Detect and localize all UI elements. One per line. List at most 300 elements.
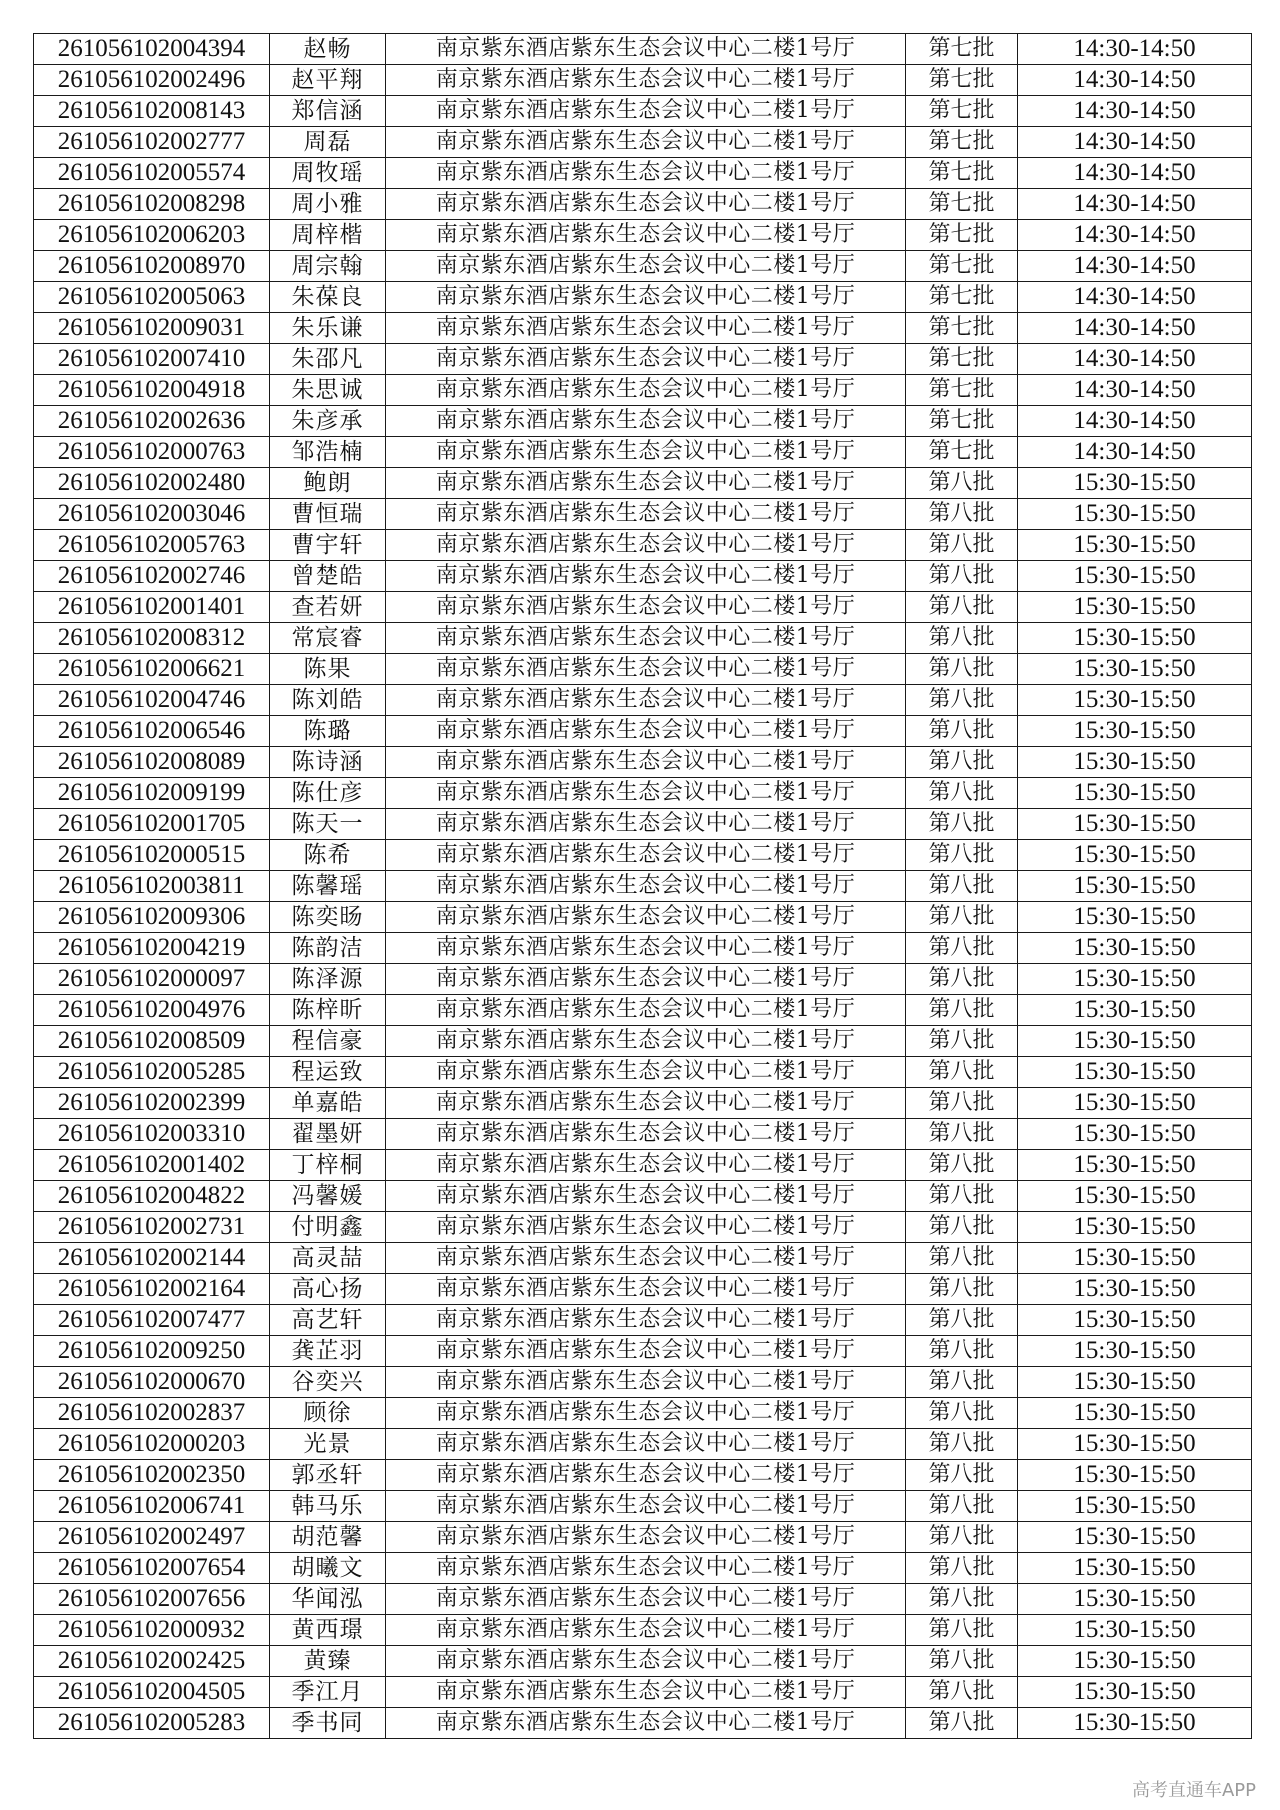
candidate-id-cell: 261056102008312 bbox=[34, 623, 270, 654]
candidate-id-cell: 261056102001401 bbox=[34, 592, 270, 623]
candidate-name-cell: 付明鑫 bbox=[270, 1212, 386, 1243]
candidate-name-cell: 鲍朗 bbox=[270, 468, 386, 499]
candidate-name-cell: 朱彦承 bbox=[270, 406, 386, 437]
table-row bbox=[34, 840, 1252, 871]
time-slot-cell: 15:30-15:50 bbox=[1018, 1398, 1252, 1429]
venue-cell: 南京紫东酒店紫东生态会议中心二楼1号厅 bbox=[386, 158, 906, 189]
time-slot-cell: 14:30-14:50 bbox=[1018, 189, 1252, 220]
batch-cell: 第七批 bbox=[906, 189, 1018, 220]
table-row bbox=[34, 34, 1252, 65]
candidate-id-cell: 261056102008089 bbox=[34, 747, 270, 778]
candidate-name-cell: 冯馨媛 bbox=[270, 1181, 386, 1212]
candidate-name-cell: 陈泽源 bbox=[270, 964, 386, 995]
candidate-id-cell: 261056102009306 bbox=[34, 902, 270, 933]
candidate-id-cell: 261056102003046 bbox=[34, 499, 270, 530]
table-row bbox=[34, 1491, 1252, 1522]
batch-cell: 第七批 bbox=[906, 282, 1018, 313]
venue-cell: 南京紫东酒店紫东生态会议中心二楼1号厅 bbox=[386, 623, 906, 654]
candidate-id-cell: 261056102005283 bbox=[34, 1708, 270, 1739]
time-slot-cell: 15:30-15:50 bbox=[1018, 1150, 1252, 1181]
time-slot-cell: 15:30-15:50 bbox=[1018, 871, 1252, 902]
candidate-name-cell: 陈奕旸 bbox=[270, 902, 386, 933]
venue-cell: 南京紫东酒店紫东生态会议中心二楼1号厅 bbox=[386, 902, 906, 933]
venue-cell: 南京紫东酒店紫东生态会议中心二楼1号厅 bbox=[386, 747, 906, 778]
candidate-name-cell: 曹恒瑞 bbox=[270, 499, 386, 530]
batch-cell: 第八批 bbox=[906, 530, 1018, 561]
time-slot-cell: 15:30-15:50 bbox=[1018, 1212, 1252, 1243]
table-row bbox=[34, 1181, 1252, 1212]
batch-cell: 第八批 bbox=[906, 1522, 1018, 1553]
batch-cell: 第八批 bbox=[906, 933, 1018, 964]
candidate-name-cell: 郭丞轩 bbox=[270, 1460, 386, 1491]
candidate-id-cell: 261056102003310 bbox=[34, 1119, 270, 1150]
table-row bbox=[34, 1274, 1252, 1305]
table-row bbox=[34, 716, 1252, 747]
candidate-id-cell: 261056102000670 bbox=[34, 1367, 270, 1398]
batch-cell: 第七批 bbox=[906, 251, 1018, 282]
candidate-name-cell: 陈天一 bbox=[270, 809, 386, 840]
batch-cell: 第八批 bbox=[906, 871, 1018, 902]
time-slot-cell: 15:30-15:50 bbox=[1018, 592, 1252, 623]
batch-cell: 第八批 bbox=[906, 1677, 1018, 1708]
candidate-name-cell: 黄西璟 bbox=[270, 1615, 386, 1646]
time-slot-cell: 15:30-15:50 bbox=[1018, 654, 1252, 685]
venue-cell: 南京紫东酒店紫东生态会议中心二楼1号厅 bbox=[386, 840, 906, 871]
candidate-id-cell: 261056102007477 bbox=[34, 1305, 270, 1336]
batch-cell: 第八批 bbox=[906, 1553, 1018, 1584]
time-slot-cell: 14:30-14:50 bbox=[1018, 406, 1252, 437]
table-row bbox=[34, 933, 1252, 964]
time-slot-cell: 15:30-15:50 bbox=[1018, 840, 1252, 871]
candidate-id-cell: 261056102004505 bbox=[34, 1677, 270, 1708]
table-row bbox=[34, 1336, 1252, 1367]
candidate-id-cell: 261056102002837 bbox=[34, 1398, 270, 1429]
table-row bbox=[34, 251, 1252, 282]
time-slot-cell: 15:30-15:50 bbox=[1018, 499, 1252, 530]
batch-cell: 第七批 bbox=[906, 127, 1018, 158]
time-slot-cell: 15:30-15:50 bbox=[1018, 1119, 1252, 1150]
candidate-name-cell: 常宸睿 bbox=[270, 623, 386, 654]
table-row bbox=[34, 871, 1252, 902]
batch-cell: 第八批 bbox=[906, 1057, 1018, 1088]
batch-cell: 第八批 bbox=[906, 1398, 1018, 1429]
time-slot-cell: 14:30-14:50 bbox=[1018, 282, 1252, 313]
venue-cell: 南京紫东酒店紫东生态会议中心二楼1号厅 bbox=[386, 127, 906, 158]
venue-cell: 南京紫东酒店紫东生态会议中心二楼1号厅 bbox=[386, 1305, 906, 1336]
venue-cell: 南京紫东酒店紫东生态会议中心二楼1号厅 bbox=[386, 871, 906, 902]
table-row bbox=[34, 220, 1252, 251]
candidate-name-cell: 陈果 bbox=[270, 654, 386, 685]
time-slot-cell: 15:30-15:50 bbox=[1018, 902, 1252, 933]
batch-cell: 第八批 bbox=[906, 1615, 1018, 1646]
candidate-name-cell: 季江月 bbox=[270, 1677, 386, 1708]
batch-cell: 第八批 bbox=[906, 1429, 1018, 1460]
candidate-name-cell: 周梓楷 bbox=[270, 220, 386, 251]
venue-cell: 南京紫东酒店紫东生态会议中心二楼1号厅 bbox=[386, 1181, 906, 1212]
venue-cell: 南京紫东酒店紫东生态会议中心二楼1号厅 bbox=[386, 561, 906, 592]
candidate-id-cell: 261056102002746 bbox=[34, 561, 270, 592]
candidate-id-cell: 261056102001705 bbox=[34, 809, 270, 840]
venue-cell: 南京紫东酒店紫东生态会议中心二楼1号厅 bbox=[386, 406, 906, 437]
batch-cell: 第八批 bbox=[906, 778, 1018, 809]
candidate-id-cell: 261056102006203 bbox=[34, 220, 270, 251]
venue-cell: 南京紫东酒店紫东生态会议中心二楼1号厅 bbox=[386, 251, 906, 282]
table-row bbox=[34, 1460, 1252, 1491]
batch-cell: 第七批 bbox=[906, 313, 1018, 344]
time-slot-cell: 15:30-15:50 bbox=[1018, 1491, 1252, 1522]
time-slot-cell: 14:30-14:50 bbox=[1018, 34, 1252, 65]
time-slot-cell: 15:30-15:50 bbox=[1018, 1367, 1252, 1398]
batch-cell: 第八批 bbox=[906, 809, 1018, 840]
table-row bbox=[34, 964, 1252, 995]
batch-cell: 第八批 bbox=[906, 1460, 1018, 1491]
venue-cell: 南京紫东酒店紫东生态会议中心二楼1号厅 bbox=[386, 1460, 906, 1491]
venue-cell: 南京紫东酒店紫东生态会议中心二楼1号厅 bbox=[386, 1429, 906, 1460]
table-row bbox=[34, 406, 1252, 437]
venue-cell: 南京紫东酒店紫东生态会议中心二楼1号厅 bbox=[386, 65, 906, 96]
table-row bbox=[34, 127, 1252, 158]
table-row bbox=[34, 561, 1252, 592]
batch-cell: 第八批 bbox=[906, 1367, 1018, 1398]
table-row bbox=[34, 344, 1252, 375]
candidate-id-cell: 261056102005063 bbox=[34, 282, 270, 313]
batch-cell: 第八批 bbox=[906, 499, 1018, 530]
batch-cell: 第八批 bbox=[906, 1646, 1018, 1677]
table-row bbox=[34, 530, 1252, 561]
time-slot-cell: 15:30-15:50 bbox=[1018, 1460, 1252, 1491]
venue-cell: 南京紫东酒店紫东生态会议中心二楼1号厅 bbox=[386, 1522, 906, 1553]
candidate-name-cell: 胡范馨 bbox=[270, 1522, 386, 1553]
venue-cell: 南京紫东酒店紫东生态会议中心二楼1号厅 bbox=[386, 685, 906, 716]
schedule-table bbox=[33, 33, 1252, 1739]
batch-cell: 第七批 bbox=[906, 34, 1018, 65]
venue-cell: 南京紫东酒店紫东生态会议中心二楼1号厅 bbox=[386, 933, 906, 964]
candidate-name-cell: 谷奕兴 bbox=[270, 1367, 386, 1398]
venue-cell: 南京紫东酒店紫东生态会议中心二楼1号厅 bbox=[386, 1708, 906, 1739]
table-row bbox=[34, 809, 1252, 840]
candidate-id-cell: 261056102005285 bbox=[34, 1057, 270, 1088]
time-slot-cell: 15:30-15:50 bbox=[1018, 1522, 1252, 1553]
candidate-name-cell: 赵平翔 bbox=[270, 65, 386, 96]
time-slot-cell: 15:30-15:50 bbox=[1018, 1615, 1252, 1646]
candidate-id-cell: 261056102008143 bbox=[34, 96, 270, 127]
table-row bbox=[34, 1367, 1252, 1398]
candidate-id-cell: 261056102009031 bbox=[34, 313, 270, 344]
candidate-name-cell: 程运致 bbox=[270, 1057, 386, 1088]
candidate-id-cell: 261056102004394 bbox=[34, 34, 270, 65]
candidate-id-cell: 261056102001402 bbox=[34, 1150, 270, 1181]
table-row bbox=[34, 313, 1252, 344]
candidate-name-cell: 周宗翰 bbox=[270, 251, 386, 282]
table-row bbox=[34, 1646, 1252, 1677]
venue-cell: 南京紫东酒店紫东生态会议中心二楼1号厅 bbox=[386, 282, 906, 313]
batch-cell: 第七批 bbox=[906, 406, 1018, 437]
time-slot-cell: 15:30-15:50 bbox=[1018, 1677, 1252, 1708]
batch-cell: 第八批 bbox=[906, 468, 1018, 499]
table-row bbox=[34, 96, 1252, 127]
time-slot-cell: 14:30-14:50 bbox=[1018, 220, 1252, 251]
batch-cell: 第八批 bbox=[906, 654, 1018, 685]
candidate-id-cell: 261056102007656 bbox=[34, 1584, 270, 1615]
venue-cell: 南京紫东酒店紫东生态会议中心二楼1号厅 bbox=[386, 1150, 906, 1181]
table-row bbox=[34, 375, 1252, 406]
venue-cell: 南京紫东酒店紫东生态会议中心二楼1号厅 bbox=[386, 1119, 906, 1150]
candidate-id-cell: 261056102002350 bbox=[34, 1460, 270, 1491]
time-slot-cell: 14:30-14:50 bbox=[1018, 437, 1252, 468]
time-slot-cell: 14:30-14:50 bbox=[1018, 375, 1252, 406]
time-slot-cell: 15:30-15:50 bbox=[1018, 1181, 1252, 1212]
batch-cell: 第七批 bbox=[906, 344, 1018, 375]
time-slot-cell: 15:30-15:50 bbox=[1018, 1708, 1252, 1739]
table-row bbox=[34, 65, 1252, 96]
candidate-id-cell: 261056102004822 bbox=[34, 1181, 270, 1212]
batch-cell: 第八批 bbox=[906, 1243, 1018, 1274]
batch-cell: 第八批 bbox=[906, 1150, 1018, 1181]
batch-cell: 第八批 bbox=[906, 964, 1018, 995]
candidate-name-cell: 陈韵洁 bbox=[270, 933, 386, 964]
venue-cell: 南京紫东酒店紫东生态会议中心二楼1号厅 bbox=[386, 1057, 906, 1088]
table-row bbox=[34, 1429, 1252, 1460]
candidate-name-cell: 陈馨瑶 bbox=[270, 871, 386, 902]
candidate-name-cell: 曾楚皓 bbox=[270, 561, 386, 592]
batch-cell: 第八批 bbox=[906, 1181, 1018, 1212]
candidate-name-cell: 朱思诚 bbox=[270, 375, 386, 406]
candidate-id-cell: 261056102006741 bbox=[34, 1491, 270, 1522]
venue-cell: 南京紫东酒店紫东生态会议中心二楼1号厅 bbox=[386, 809, 906, 840]
candidate-name-cell: 陈刘皓 bbox=[270, 685, 386, 716]
candidate-name-cell: 陈诗涵 bbox=[270, 747, 386, 778]
candidate-id-cell: 261056102002496 bbox=[34, 65, 270, 96]
batch-cell: 第八批 bbox=[906, 1026, 1018, 1057]
time-slot-cell: 15:30-15:50 bbox=[1018, 685, 1252, 716]
candidate-id-cell: 261056102002144 bbox=[34, 1243, 270, 1274]
batch-cell: 第八批 bbox=[906, 561, 1018, 592]
candidate-id-cell: 261056102000515 bbox=[34, 840, 270, 871]
candidate-name-cell: 邹浩楠 bbox=[270, 437, 386, 468]
candidate-name-cell: 韩马乐 bbox=[270, 1491, 386, 1522]
table-row bbox=[34, 747, 1252, 778]
candidate-name-cell: 华闻泓 bbox=[270, 1584, 386, 1615]
batch-cell: 第八批 bbox=[906, 902, 1018, 933]
batch-cell: 第七批 bbox=[906, 220, 1018, 251]
table-row bbox=[34, 1584, 1252, 1615]
table-row bbox=[34, 468, 1252, 499]
time-slot-cell: 15:30-15:50 bbox=[1018, 530, 1252, 561]
candidate-id-cell: 261056102008298 bbox=[34, 189, 270, 220]
candidate-id-cell: 261056102009250 bbox=[34, 1336, 270, 1367]
venue-cell: 南京紫东酒店紫东生态会议中心二楼1号厅 bbox=[386, 1336, 906, 1367]
venue-cell: 南京紫东酒店紫东生态会议中心二楼1号厅 bbox=[386, 1646, 906, 1677]
time-slot-cell: 15:30-15:50 bbox=[1018, 1243, 1252, 1274]
candidate-name-cell: 光景 bbox=[270, 1429, 386, 1460]
candidate-id-cell: 261056102002731 bbox=[34, 1212, 270, 1243]
candidate-name-cell: 季书同 bbox=[270, 1708, 386, 1739]
time-slot-cell: 14:30-14:50 bbox=[1018, 65, 1252, 96]
candidate-name-cell: 查若妍 bbox=[270, 592, 386, 623]
venue-cell: 南京紫东酒店紫东生态会议中心二楼1号厅 bbox=[386, 1026, 906, 1057]
candidate-name-cell: 赵畅 bbox=[270, 34, 386, 65]
table-row bbox=[34, 1398, 1252, 1429]
batch-cell: 第八批 bbox=[906, 716, 1018, 747]
candidate-name-cell: 高灵喆 bbox=[270, 1243, 386, 1274]
table-row bbox=[34, 1522, 1252, 1553]
candidate-id-cell: 261056102005574 bbox=[34, 158, 270, 189]
batch-cell: 第八批 bbox=[906, 1305, 1018, 1336]
venue-cell: 南京紫东酒店紫东生态会议中心二楼1号厅 bbox=[386, 995, 906, 1026]
candidate-name-cell: 周磊 bbox=[270, 127, 386, 158]
candidate-id-cell: 261056102002497 bbox=[34, 1522, 270, 1553]
candidate-name-cell: 翟墨妍 bbox=[270, 1119, 386, 1150]
time-slot-cell: 14:30-14:50 bbox=[1018, 158, 1252, 189]
batch-cell: 第七批 bbox=[906, 158, 1018, 189]
table-row bbox=[34, 592, 1252, 623]
venue-cell: 南京紫东酒店紫东生态会议中心二楼1号厅 bbox=[386, 1243, 906, 1274]
candidate-id-cell: 261056102006621 bbox=[34, 654, 270, 685]
venue-cell: 南京紫东酒店紫东生态会议中心二楼1号厅 bbox=[386, 530, 906, 561]
candidate-id-cell: 261056102000932 bbox=[34, 1615, 270, 1646]
table-row bbox=[34, 158, 1252, 189]
candidate-id-cell: 261056102008509 bbox=[34, 1026, 270, 1057]
batch-cell: 第八批 bbox=[906, 685, 1018, 716]
venue-cell: 南京紫东酒店紫东生态会议中心二楼1号厅 bbox=[386, 96, 906, 127]
candidate-id-cell: 261056102002636 bbox=[34, 406, 270, 437]
time-slot-cell: 15:30-15:50 bbox=[1018, 809, 1252, 840]
venue-cell: 南京紫东酒店紫东生态会议中心二楼1号厅 bbox=[386, 313, 906, 344]
time-slot-cell: 15:30-15:50 bbox=[1018, 1553, 1252, 1584]
time-slot-cell: 15:30-15:50 bbox=[1018, 1026, 1252, 1057]
venue-cell: 南京紫东酒店紫东生态会议中心二楼1号厅 bbox=[386, 220, 906, 251]
candidate-name-cell: 高艺轩 bbox=[270, 1305, 386, 1336]
batch-cell: 第八批 bbox=[906, 1708, 1018, 1739]
candidate-id-cell: 261056102007654 bbox=[34, 1553, 270, 1584]
candidate-name-cell: 龚芷羽 bbox=[270, 1336, 386, 1367]
candidate-name-cell: 黄臻 bbox=[270, 1646, 386, 1677]
time-slot-cell: 15:30-15:50 bbox=[1018, 778, 1252, 809]
candidate-id-cell: 261056102002399 bbox=[34, 1088, 270, 1119]
watermark-text: 高考直通车APP bbox=[1131, 1780, 1256, 1801]
venue-cell: 南京紫东酒店紫东生态会议中心二楼1号厅 bbox=[386, 344, 906, 375]
candidate-name-cell: 周小雅 bbox=[270, 189, 386, 220]
venue-cell: 南京紫东酒店紫东生态会议中心二楼1号厅 bbox=[386, 1088, 906, 1119]
candidate-id-cell: 261056102004746 bbox=[34, 685, 270, 716]
candidate-name-cell: 高心扬 bbox=[270, 1274, 386, 1305]
time-slot-cell: 15:30-15:50 bbox=[1018, 1305, 1252, 1336]
batch-cell: 第七批 bbox=[906, 65, 1018, 96]
table-row bbox=[34, 1615, 1252, 1646]
time-slot-cell: 15:30-15:50 bbox=[1018, 1274, 1252, 1305]
time-slot-cell: 15:30-15:50 bbox=[1018, 995, 1252, 1026]
candidate-name-cell: 郑信涵 bbox=[270, 96, 386, 127]
candidate-name-cell: 陈仕彦 bbox=[270, 778, 386, 809]
time-slot-cell: 14:30-14:50 bbox=[1018, 127, 1252, 158]
candidate-name-cell: 朱邵凡 bbox=[270, 344, 386, 375]
candidate-id-cell: 261056102006546 bbox=[34, 716, 270, 747]
candidate-id-cell: 261056102004918 bbox=[34, 375, 270, 406]
table-row bbox=[34, 1150, 1252, 1181]
batch-cell: 第八批 bbox=[906, 995, 1018, 1026]
time-slot-cell: 15:30-15:50 bbox=[1018, 933, 1252, 964]
venue-cell: 南京紫东酒店紫东生态会议中心二楼1号厅 bbox=[386, 189, 906, 220]
table-row bbox=[34, 499, 1252, 530]
venue-cell: 南京紫东酒店紫东生态会议中心二楼1号厅 bbox=[386, 499, 906, 530]
candidate-name-cell: 陈希 bbox=[270, 840, 386, 871]
candidate-name-cell: 陈梓昕 bbox=[270, 995, 386, 1026]
table-row bbox=[34, 1243, 1252, 1274]
time-slot-cell: 15:30-15:50 bbox=[1018, 1646, 1252, 1677]
batch-cell: 第七批 bbox=[906, 375, 1018, 406]
candidate-id-cell: 261056102008970 bbox=[34, 251, 270, 282]
batch-cell: 第八批 bbox=[906, 1336, 1018, 1367]
batch-cell: 第八批 bbox=[906, 1274, 1018, 1305]
table-row bbox=[34, 902, 1252, 933]
candidate-id-cell: 261056102002425 bbox=[34, 1646, 270, 1677]
candidate-id-cell: 261056102004219 bbox=[34, 933, 270, 964]
venue-cell: 南京紫东酒店紫东生态会议中心二楼1号厅 bbox=[386, 34, 906, 65]
table-row bbox=[34, 1026, 1252, 1057]
time-slot-cell: 14:30-14:50 bbox=[1018, 313, 1252, 344]
venue-cell: 南京紫东酒店紫东生态会议中心二楼1号厅 bbox=[386, 375, 906, 406]
venue-cell: 南京紫东酒店紫东生态会议中心二楼1号厅 bbox=[386, 778, 906, 809]
candidate-id-cell: 261056102005763 bbox=[34, 530, 270, 561]
table-row bbox=[34, 437, 1252, 468]
venue-cell: 南京紫东酒店紫东生态会议中心二楼1号厅 bbox=[386, 716, 906, 747]
venue-cell: 南京紫东酒店紫东生态会议中心二楼1号厅 bbox=[386, 1274, 906, 1305]
batch-cell: 第八批 bbox=[906, 747, 1018, 778]
table-row bbox=[34, 282, 1252, 313]
table-row bbox=[34, 1057, 1252, 1088]
venue-cell: 南京紫东酒店紫东生态会议中心二楼1号厅 bbox=[386, 1584, 906, 1615]
venue-cell: 南京紫东酒店紫东生态会议中心二楼1号厅 bbox=[386, 1677, 906, 1708]
candidate-name-cell: 丁梓桐 bbox=[270, 1150, 386, 1181]
time-slot-cell: 15:30-15:50 bbox=[1018, 1584, 1252, 1615]
venue-cell: 南京紫东酒店紫东生态会议中心二楼1号厅 bbox=[386, 1398, 906, 1429]
candidate-name-cell: 周牧瑶 bbox=[270, 158, 386, 189]
time-slot-cell: 14:30-14:50 bbox=[1018, 344, 1252, 375]
candidate-id-cell: 261056102003811 bbox=[34, 871, 270, 902]
table-row bbox=[34, 189, 1252, 220]
candidate-name-cell: 陈璐 bbox=[270, 716, 386, 747]
venue-cell: 南京紫东酒店紫东生态会议中心二楼1号厅 bbox=[386, 1212, 906, 1243]
candidate-id-cell: 261056102002480 bbox=[34, 468, 270, 499]
time-slot-cell: 15:30-15:50 bbox=[1018, 623, 1252, 654]
venue-cell: 南京紫东酒店紫东生态会议中心二楼1号厅 bbox=[386, 592, 906, 623]
time-slot-cell: 15:30-15:50 bbox=[1018, 747, 1252, 778]
time-slot-cell: 15:30-15:50 bbox=[1018, 1088, 1252, 1119]
table-row bbox=[34, 654, 1252, 685]
candidate-id-cell: 261056102002164 bbox=[34, 1274, 270, 1305]
table-row bbox=[34, 995, 1252, 1026]
candidate-name-cell: 朱葆良 bbox=[270, 282, 386, 313]
batch-cell: 第八批 bbox=[906, 1119, 1018, 1150]
schedule-table-body bbox=[34, 34, 1252, 1739]
batch-cell: 第七批 bbox=[906, 96, 1018, 127]
time-slot-cell: 15:30-15:50 bbox=[1018, 964, 1252, 995]
table-row bbox=[34, 778, 1252, 809]
table-row bbox=[34, 1119, 1252, 1150]
time-slot-cell: 15:30-15:50 bbox=[1018, 468, 1252, 499]
candidate-name-cell: 顾徐 bbox=[270, 1398, 386, 1429]
table-row bbox=[34, 1212, 1252, 1243]
table-row bbox=[34, 1553, 1252, 1584]
table-row bbox=[34, 1708, 1252, 1739]
time-slot-cell: 14:30-14:50 bbox=[1018, 251, 1252, 282]
candidate-id-cell: 261056102000763 bbox=[34, 437, 270, 468]
candidate-id-cell: 261056102000203 bbox=[34, 1429, 270, 1460]
venue-cell: 南京紫东酒店紫东生态会议中心二楼1号厅 bbox=[386, 468, 906, 499]
venue-cell: 南京紫东酒店紫东生态会议中心二楼1号厅 bbox=[386, 654, 906, 685]
batch-cell: 第八批 bbox=[906, 623, 1018, 654]
candidate-name-cell: 朱乐谦 bbox=[270, 313, 386, 344]
